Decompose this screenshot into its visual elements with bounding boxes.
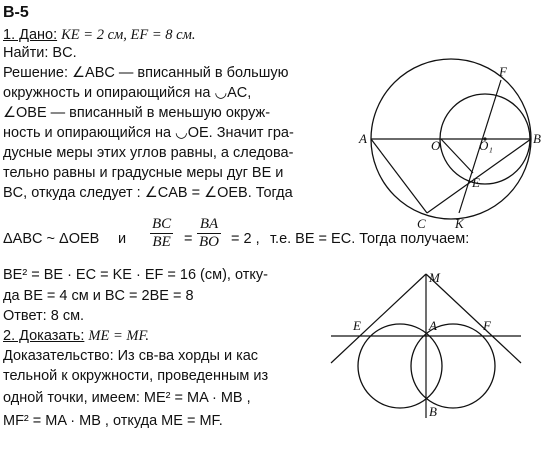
right-circle xyxy=(411,324,495,408)
fraction-bc-be-denominator: BE xyxy=(152,234,171,250)
and-word: и xyxy=(118,231,127,247)
solution-line-7: BC, откуда следует : ∠CAB = ∠OEB. Тогда xyxy=(3,185,293,201)
label-e: E xyxy=(472,175,480,190)
label-a: A xyxy=(359,131,367,146)
figure-2-tangents xyxy=(325,268,545,468)
label-k: K xyxy=(455,216,464,230)
segment-oe xyxy=(441,139,473,173)
proof-line-1: Доказательство: Из св-ва хорды и кас xyxy=(3,348,259,364)
given-values: KE = 2 см, EF = 8 см. xyxy=(61,27,196,43)
label-f: F xyxy=(499,64,507,79)
answer-line: Ответ: 8 см. xyxy=(3,308,85,324)
fraction-bc-be xyxy=(150,216,173,251)
fraction-ba-bo xyxy=(197,216,221,251)
given-label: 1. Дано: xyxy=(3,27,58,43)
label-m: M xyxy=(429,270,440,285)
calc-line-1: BE² = BE · EC = KE · EF = 16 (см), отку- xyxy=(3,267,268,283)
label-a2: A xyxy=(429,318,437,333)
proof-line-4: MF² = MA · MB , откуда ME = MF. xyxy=(3,413,223,429)
calc-line-2: да BE = 4 см и BC = 2BE = 8 xyxy=(3,288,194,304)
given-line xyxy=(3,26,195,44)
solution-line-4: ность и опирающийся на ◡OE. Значит гра- xyxy=(3,125,294,141)
figure-1-circles xyxy=(355,50,545,230)
fraction-ba-bo-numerator: BA xyxy=(197,216,221,234)
left-circle xyxy=(358,324,442,408)
label-o1: O₁ xyxy=(479,138,493,153)
prove-value: ME = MF. xyxy=(88,328,150,344)
variant-title: В-5 xyxy=(3,4,29,21)
proof-line-3: одной точки, имеем: ME² = MA · MB , xyxy=(3,390,251,406)
equals-two: = 2 , xyxy=(231,231,260,247)
tangent-mf xyxy=(426,274,521,363)
solution-line-5: дусные меры этих углов равны, а следова- xyxy=(3,145,294,161)
solution-line-3: ∠OBE — вписанный в меньшую окруж- xyxy=(3,105,271,121)
label-b2: B xyxy=(429,404,437,419)
fraction-ba-bo-denominator: BO xyxy=(199,234,219,250)
solution-line-1: Решение: ∠ABC — вписанный в большую xyxy=(3,65,289,81)
solution-line-2: окружность и опирающийся на ◡AC, xyxy=(3,85,252,101)
prove-line xyxy=(3,327,149,345)
solution-line-6: тельно равны и градусные меры дуг BE и xyxy=(3,165,284,181)
prove-label: 2. Доказать: xyxy=(3,328,85,344)
proof-line-2: тельной к окружности, проведенным из xyxy=(3,368,269,384)
similar-triangles: ΔABC ~ ΔOEB xyxy=(3,231,100,247)
label-o: O xyxy=(431,138,441,153)
equals-sign-1: = xyxy=(184,231,193,247)
fraction-bc-be-numerator: BC xyxy=(152,216,172,232)
label-b: B xyxy=(533,131,541,146)
be-equals-ec: т.е. BE = EC. Тогда получаем: xyxy=(270,231,470,247)
label-e2: E xyxy=(353,318,361,333)
tangent-me xyxy=(331,274,426,363)
label-f2: F xyxy=(483,318,491,333)
label-c: C xyxy=(417,216,426,230)
find-line: Найти: BC. xyxy=(3,45,77,61)
